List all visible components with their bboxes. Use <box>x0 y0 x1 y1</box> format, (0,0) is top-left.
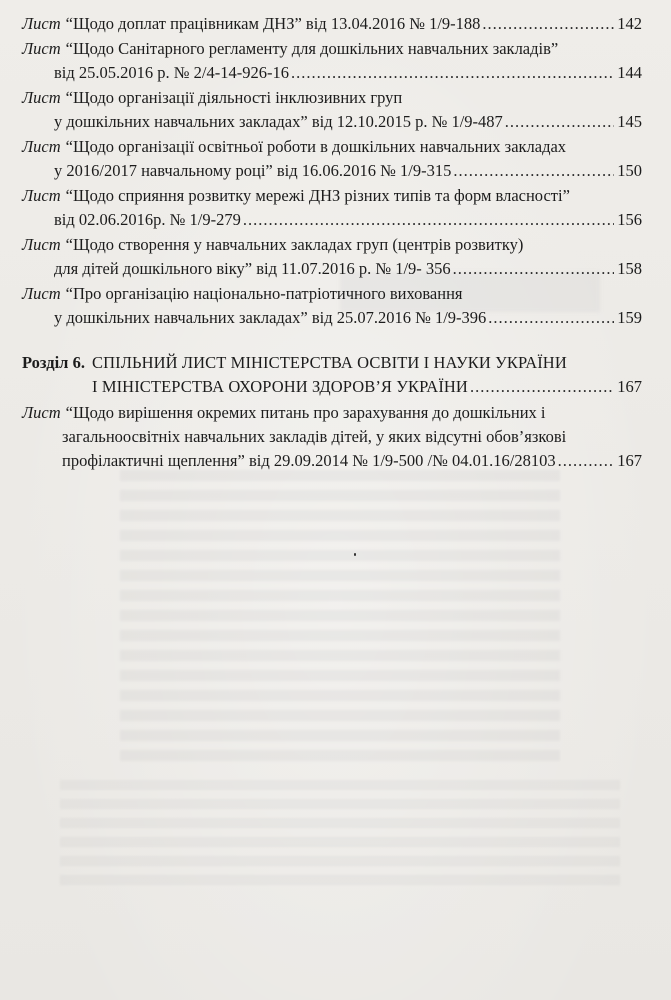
toc-entry <box>22 282 642 330</box>
entry-page-number: 167 <box>617 451 642 470</box>
entry-kind: Лист <box>22 39 61 58</box>
entry-title-line: “Щодо організації освітньої роботи в дошкільних навчальних закладах <box>65 137 567 156</box>
toc-entry <box>22 184 642 232</box>
dot-leader <box>505 110 614 134</box>
dot-leader <box>482 12 614 36</box>
bleed-through-text <box>120 470 560 770</box>
dot-leader <box>453 257 614 281</box>
entry-title-line: “Щодо доплат працівникам ДНЗ” від 13.04.2016 № 1/9-188 <box>65 14 481 33</box>
section-title-line: СПІЛЬНИЙ ЛИСТ МІНІСТЕРСТВА ОСВІТИ І НАУКИ УКРАЇНИ <box>92 353 567 372</box>
section-heading <box>22 351 642 399</box>
entry-title-line: для дітей дошкільного віку” від 11.07.2016 р. № 1/9- 356 <box>54 259 451 278</box>
dot-leader <box>453 159 614 183</box>
entry-title-line: у 2016/2017 навчальному році” від 16.06.2016 № 1/9-315 <box>54 161 452 180</box>
dot-leader <box>488 306 614 330</box>
print-speck <box>354 553 356 556</box>
entry-title-line: від 02.06.2016р. № 1/9-279 <box>54 210 241 229</box>
entry-kind: Лист <box>22 186 61 205</box>
entry-kind: Лист <box>22 14 61 33</box>
section-page-number: 167 <box>617 377 642 396</box>
entry-kind: Лист <box>22 284 61 303</box>
entry-page-number: 142 <box>617 14 642 33</box>
dot-leader <box>291 61 614 85</box>
entry-page-number: 145 <box>617 112 642 131</box>
entry-title-line: “Щодо Санітарного регламенту для дошкільних навчальних закладів” <box>65 39 559 58</box>
toc-entry <box>22 12 642 36</box>
toc-entry <box>22 37 642 85</box>
toc-entry <box>22 86 642 134</box>
dot-leader <box>558 449 614 473</box>
entry-title-line: “Щодо вирішення окремих питань про зарахування до дошкільних і <box>65 403 546 422</box>
toc-entry <box>22 135 642 183</box>
dot-leader <box>243 208 614 232</box>
entry-title-line: профілактичні щеплення” від 29.09.2014 № 1/9-500 /№ 04.01.16/28103 <box>62 451 556 470</box>
entry-title-line: “Щодо створення у навчальних закладах груп (центрів розвитку) <box>65 235 524 254</box>
entry-page-number: 156 <box>617 210 642 229</box>
entry-title-line: “Щодо сприяння розвитку мережі ДНЗ різних типів та форм власності” <box>65 186 570 205</box>
entry-kind: Лист <box>22 88 61 107</box>
entry-title-line: “Про організацію національно-патріотичного виховання <box>65 284 463 303</box>
table-of-contents <box>22 12 642 474</box>
dot-leader <box>470 375 614 399</box>
entry-page-number: 158 <box>617 259 642 278</box>
entry-title-line: від 25.05.2016 р. № 2/4-14-926-16 <box>54 63 289 82</box>
entry-page-number: 144 <box>617 63 642 82</box>
entry-title-line: загальноосвітніх навчальних закладів дітей, у яких відсутні обов’язкові <box>62 427 567 446</box>
toc-entry <box>22 233 642 281</box>
bleed-through-footer-text <box>60 780 620 890</box>
section-label: Розділ 6. <box>22 353 85 372</box>
entry-title-line: у дошкільних навчальних закладах” від 25.07.2016 № 1/9-396 <box>54 308 487 327</box>
entry-title-line: “Щодо організації діяльності інклюзивних груп <box>65 88 403 107</box>
entry-kind: Лист <box>22 403 61 422</box>
entry-page-number: 150 <box>617 161 642 180</box>
entry-title-line: у дошкільних навчальних закладах” від 12.10.2015 р. № 1/9-487 <box>54 112 503 131</box>
entry-kind: Лист <box>22 235 61 254</box>
entry-page-number: 159 <box>617 308 642 327</box>
entry-kind: Лист <box>22 137 61 156</box>
section-title-line: І МІНІСТЕРСТВА ОХОРОНИ ЗДОРОВ’Я УКРАЇНИ <box>92 377 468 396</box>
toc-entry <box>22 401 642 473</box>
